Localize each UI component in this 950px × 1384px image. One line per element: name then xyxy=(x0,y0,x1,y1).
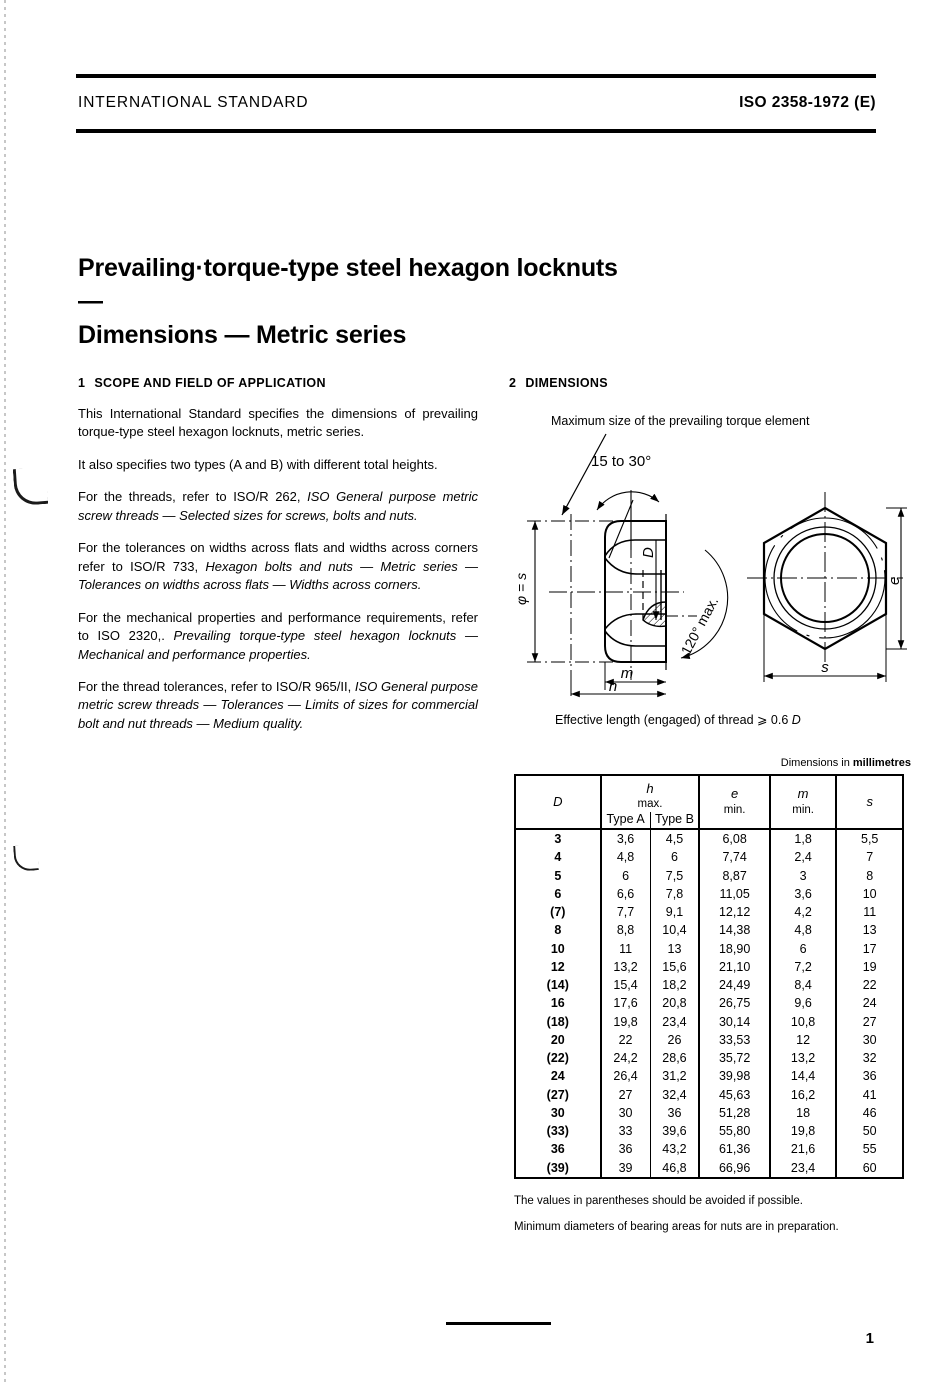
cell-s: 60 xyxy=(836,1159,903,1178)
cell-D: 5 xyxy=(554,868,562,883)
cell-type-b: 20,8 xyxy=(650,994,699,1012)
cell-s: 46 xyxy=(836,1104,903,1122)
cell-e: 35,72 xyxy=(699,1049,769,1067)
cell-D: (39) xyxy=(546,1160,569,1175)
body-text: For the tolerances on widths across flats and widths across corners refer to ISO/R 733, xyxy=(78,540,478,574)
angle-120-max-label: 120° max. xyxy=(677,594,722,658)
cell-e: 30,14 xyxy=(699,1013,769,1031)
e-dimension-label: e xyxy=(886,576,903,585)
table-row xyxy=(515,976,903,994)
table-row xyxy=(515,1013,903,1031)
table-row xyxy=(515,1067,903,1085)
table-row xyxy=(515,1140,903,1158)
cell-e: 26,75 xyxy=(699,994,769,1012)
table-row xyxy=(515,848,903,866)
section-heading-dimensions xyxy=(509,376,919,390)
header-symbol-D: D xyxy=(553,793,563,809)
cell-s: 24 xyxy=(836,994,903,1012)
m-dimension-label: m xyxy=(620,665,634,682)
table-notes xyxy=(509,1195,919,1233)
cell-type-a: 19,8 xyxy=(601,1013,650,1031)
body-text: For the mechanical properties and performance requirements, refer to ISO 2320,. xyxy=(78,609,478,644)
cell-type-a: 8,8 xyxy=(601,921,650,939)
body-text: It also specifies two types (A and B) with different total heights. xyxy=(78,456,438,472)
figure-caption-bottom xyxy=(555,712,919,727)
scan-punch-mark xyxy=(13,467,49,506)
cell-e: 8,87 xyxy=(699,867,769,885)
cell-s: 10 xyxy=(836,885,903,903)
left-column xyxy=(78,376,478,747)
h-dimension-label: h xyxy=(608,678,618,695)
cell-m: 3 xyxy=(770,867,837,885)
cell-e: 45,63 xyxy=(699,1086,769,1104)
cell-m: 19,8 xyxy=(770,1122,837,1140)
cell-m: 21,6 xyxy=(770,1140,837,1158)
phi-equals-s-label: φ = s xyxy=(513,572,529,605)
cell-s: 7 xyxy=(836,848,903,866)
cell-s: 11 xyxy=(836,903,903,921)
table-row xyxy=(515,885,903,903)
angle-label: 15 to 30° xyxy=(591,453,652,470)
cell-D: (7) xyxy=(550,905,566,919)
body-text: For the threads, refer to ISO/R 262, xyxy=(78,489,308,505)
body-text: This International Standard specifies the dimensions of prevailing torque-type steel hexagon locknuts, metric series. xyxy=(78,406,478,440)
cell-type-a: 33 xyxy=(601,1122,650,1140)
cell-type-a: 30 xyxy=(601,1104,650,1122)
cell-type-b: 4,5 xyxy=(650,829,699,848)
column-header-type-b: Type B xyxy=(655,812,694,826)
cell-D: 10 xyxy=(550,941,565,956)
header-rule-top xyxy=(76,74,876,78)
cell-m: 10,8 xyxy=(770,1013,837,1031)
cell-D: 30 xyxy=(550,1105,565,1120)
cell-s: 36 xyxy=(836,1067,903,1085)
cell-m: 3,6 xyxy=(770,885,837,903)
cell-e: 11,05 xyxy=(699,885,769,903)
locknut-drawing-svg xyxy=(509,430,919,698)
units-note-unit: millimetres xyxy=(852,757,911,769)
cell-s: 8 xyxy=(836,867,903,885)
cell-e: 7,74 xyxy=(699,848,769,866)
cell-s: 19 xyxy=(836,958,903,976)
cell-type-a: 7,7 xyxy=(601,903,650,921)
cell-m: 7,2 xyxy=(770,958,837,976)
cell-s: 55 xyxy=(836,1140,903,1158)
reference-title: Hexagon bolts and nuts — Metric series — Tolerances on widths across flats — Widths across corners. xyxy=(78,558,478,593)
cell-type-b: 31,2 xyxy=(650,1067,699,1085)
paragraph-1 xyxy=(78,405,478,442)
table-row xyxy=(515,1086,903,1104)
cell-m: 4,2 xyxy=(770,903,837,921)
cell-D: 20 xyxy=(550,1032,565,1047)
cell-D: (22) xyxy=(546,1051,569,1065)
table-units-note xyxy=(509,757,911,769)
table-row xyxy=(515,921,903,939)
cell-type-a: 3,6 xyxy=(601,829,650,848)
table-note-2: Minimum diameters of bearing areas for nuts are in preparation. xyxy=(514,1220,839,1233)
cell-type-a: 39 xyxy=(601,1159,650,1178)
cell-m: 16,2 xyxy=(770,1086,837,1104)
cell-D: 6 xyxy=(554,886,562,901)
table-body xyxy=(515,829,903,1178)
cell-type-a: 27 xyxy=(601,1086,650,1104)
reference-title: ISO General purpose metric screw threads — Tolerances — Limits of sizes for commercial bolt and nut threads — Medium quality. xyxy=(78,678,478,731)
cell-type-b: 28,6 xyxy=(650,1049,699,1067)
cell-type-b: 9,1 xyxy=(650,903,699,921)
paragraph-5 xyxy=(78,609,478,664)
paragraph-6 xyxy=(78,678,478,733)
cell-e: 24,49 xyxy=(699,976,769,994)
header-symbol-e: e xyxy=(731,786,739,801)
cell-s: 22 xyxy=(836,976,903,994)
table-row xyxy=(515,994,903,1012)
s-dimension-label: s xyxy=(821,659,829,676)
cell-type-b: 36 xyxy=(650,1104,699,1122)
cell-e: 14,38 xyxy=(699,921,769,939)
section-title-dimensions: DIMENSIONS xyxy=(525,376,608,390)
cell-s: 5,5 xyxy=(836,829,903,848)
section-number-dimensions: 2 xyxy=(509,376,517,390)
cell-D: (14) xyxy=(546,978,569,992)
cell-type-a: 13,2 xyxy=(601,958,650,976)
section-number-scope: 1 xyxy=(78,376,86,390)
table-row xyxy=(515,867,903,885)
header-symbol-h: h xyxy=(646,781,654,796)
cell-s: 27 xyxy=(836,1013,903,1031)
cell-m: 1,8 xyxy=(770,829,837,848)
cell-e: 39,98 xyxy=(699,1067,769,1085)
cell-m: 18 xyxy=(770,1104,837,1122)
cell-type-a: 36 xyxy=(601,1140,650,1158)
cell-D: 36 xyxy=(550,1142,565,1157)
body-text: For the thread tolerances, refer to ISO/R 965/II, xyxy=(78,678,355,694)
header-standard-number: ISO 2358-1972 (E) xyxy=(739,94,876,111)
cell-s: 32 xyxy=(836,1049,903,1067)
cell-D: 24 xyxy=(550,1069,565,1084)
cell-m: 6 xyxy=(770,940,837,958)
right-column xyxy=(509,376,919,1233)
paragraph-2 xyxy=(78,456,478,474)
cell-D: 3 xyxy=(554,832,562,846)
cell-type-b: 46,8 xyxy=(650,1159,699,1178)
footer-rule xyxy=(446,1322,551,1325)
column-header-s xyxy=(836,775,903,829)
cell-type-b: 32,4 xyxy=(650,1086,699,1104)
table-row xyxy=(515,1049,903,1067)
dimensions-table xyxy=(514,774,904,1179)
cell-type-a: 6,6 xyxy=(601,885,650,903)
paragraph-3 xyxy=(78,488,478,525)
cell-type-b: 39,6 xyxy=(650,1122,699,1140)
cell-type-a: 15,4 xyxy=(601,976,650,994)
cell-type-b: 15,6 xyxy=(650,958,699,976)
page-title xyxy=(78,252,618,352)
header-rule-bottom xyxy=(76,129,876,133)
cell-D: 8 xyxy=(554,923,562,938)
cell-type-b: 23,4 xyxy=(650,1013,699,1031)
cell-D: 16 xyxy=(550,996,565,1011)
cell-m: 12 xyxy=(770,1031,837,1049)
cell-m: 9,6 xyxy=(770,994,837,1012)
table-row xyxy=(515,1104,903,1122)
table-row xyxy=(515,1122,903,1140)
cell-e: 61,36 xyxy=(699,1140,769,1158)
cell-D: 4 xyxy=(554,850,562,865)
D-dimension-label: D xyxy=(640,547,657,558)
cell-type-a: 17,6 xyxy=(601,994,650,1012)
table-header-row xyxy=(515,775,903,829)
cell-D: 12 xyxy=(550,959,565,974)
column-header-type-a: Type A xyxy=(606,812,645,826)
header-symbol-s: s xyxy=(866,793,873,809)
cell-m: 4,8 xyxy=(770,921,837,939)
section-title-scope: SCOPE AND FIELD OF APPLICATION xyxy=(94,376,326,390)
cell-s: 50 xyxy=(836,1122,903,1140)
cell-type-b: 43,2 xyxy=(650,1140,699,1158)
table-row xyxy=(515,1159,903,1178)
table-row xyxy=(515,903,903,921)
technical-drawing xyxy=(509,430,919,698)
scan-punch-mark-secondary xyxy=(13,844,39,872)
cell-type-b: 18,2 xyxy=(650,976,699,994)
table-header xyxy=(515,775,903,829)
header-qualifier-h: max. xyxy=(637,798,663,810)
cell-e: 6,08 xyxy=(699,829,769,848)
header-qualifier-m: min. xyxy=(792,804,814,816)
table-row xyxy=(515,829,903,848)
scope-paragraphs xyxy=(78,405,478,733)
page-title-line2: Dimensions — Metric series xyxy=(78,320,407,349)
page-number: 1 xyxy=(865,1330,874,1347)
cell-s: 17 xyxy=(836,940,903,958)
header-types-row xyxy=(602,812,699,828)
cell-m: 14,4 xyxy=(770,1067,837,1085)
cell-type-b: 7,5 xyxy=(650,867,699,885)
cell-s: 30 xyxy=(836,1031,903,1049)
cell-D: (18) xyxy=(546,1014,569,1029)
cell-type-a: 6 xyxy=(601,867,650,885)
cell-m: 2,4 xyxy=(770,848,837,866)
cell-e: 55,80 xyxy=(699,1122,769,1140)
cell-e: 12,12 xyxy=(699,903,769,921)
cell-m: 23,4 xyxy=(770,1159,837,1178)
units-note-prefix: Dimensions in xyxy=(780,757,853,769)
column-header-e xyxy=(699,775,769,829)
cell-m: 8,4 xyxy=(770,976,837,994)
cell-type-a: 11 xyxy=(601,940,650,958)
table-row xyxy=(515,940,903,958)
cell-s: 13 xyxy=(836,921,903,939)
cell-e: 66,96 xyxy=(699,1159,769,1178)
reference-title: ISO General purpose metric screw threads — Selected sizes for screws, bolts and nuts. xyxy=(78,489,478,523)
cell-type-a: 26,4 xyxy=(601,1067,650,1085)
column-header-h-group xyxy=(601,775,700,829)
table-row xyxy=(515,958,903,976)
table-note-1: The values in parentheses should be avoided if possible. xyxy=(514,1194,803,1207)
effective-length-symbol: D xyxy=(791,713,801,727)
scan-edge-artifact xyxy=(4,0,6,1384)
cell-s: 41 xyxy=(836,1086,903,1104)
cell-type-a: 22 xyxy=(601,1031,650,1049)
effective-length-text: Effective length (engaged) of thread ⩾ 0.6 xyxy=(555,713,792,727)
cell-type-b: 6 xyxy=(650,848,699,866)
cell-e: 33,53 xyxy=(699,1031,769,1049)
cell-type-b: 26 xyxy=(650,1031,699,1049)
section-heading-scope xyxy=(78,376,478,390)
column-header-m xyxy=(770,775,837,829)
cell-e: 18,90 xyxy=(699,940,769,958)
page-title-line1: Prevailing·torque-type steel hexagon locknuts — xyxy=(78,254,618,316)
cell-type-b: 7,8 xyxy=(650,885,699,903)
cell-m: 13,2 xyxy=(770,1049,837,1067)
cell-type-b: 13 xyxy=(650,940,699,958)
cell-D: (27) xyxy=(546,1087,569,1102)
cell-e: 21,10 xyxy=(699,958,769,976)
paragraph-4 xyxy=(78,539,478,594)
cell-type-b: 10,4 xyxy=(650,921,699,939)
cell-type-a: 24,2 xyxy=(601,1049,650,1067)
column-header-D xyxy=(515,775,601,829)
figure-caption-top: Maximum size of the prevailing torque element xyxy=(551,414,810,428)
reference-title: Prevailing torque-type steel hexagon locknuts — Mechanical and performance properties. xyxy=(78,628,479,662)
header-standard-label: INTERNATIONAL STANDARD xyxy=(78,94,309,111)
table-row xyxy=(515,1031,903,1049)
header-qualifier-e: min. xyxy=(723,804,746,816)
cell-e: 51,28 xyxy=(699,1104,769,1122)
cell-D: (33) xyxy=(546,1124,569,1138)
header-symbol-m: m xyxy=(797,786,809,801)
cell-type-a: 4,8 xyxy=(601,848,650,866)
